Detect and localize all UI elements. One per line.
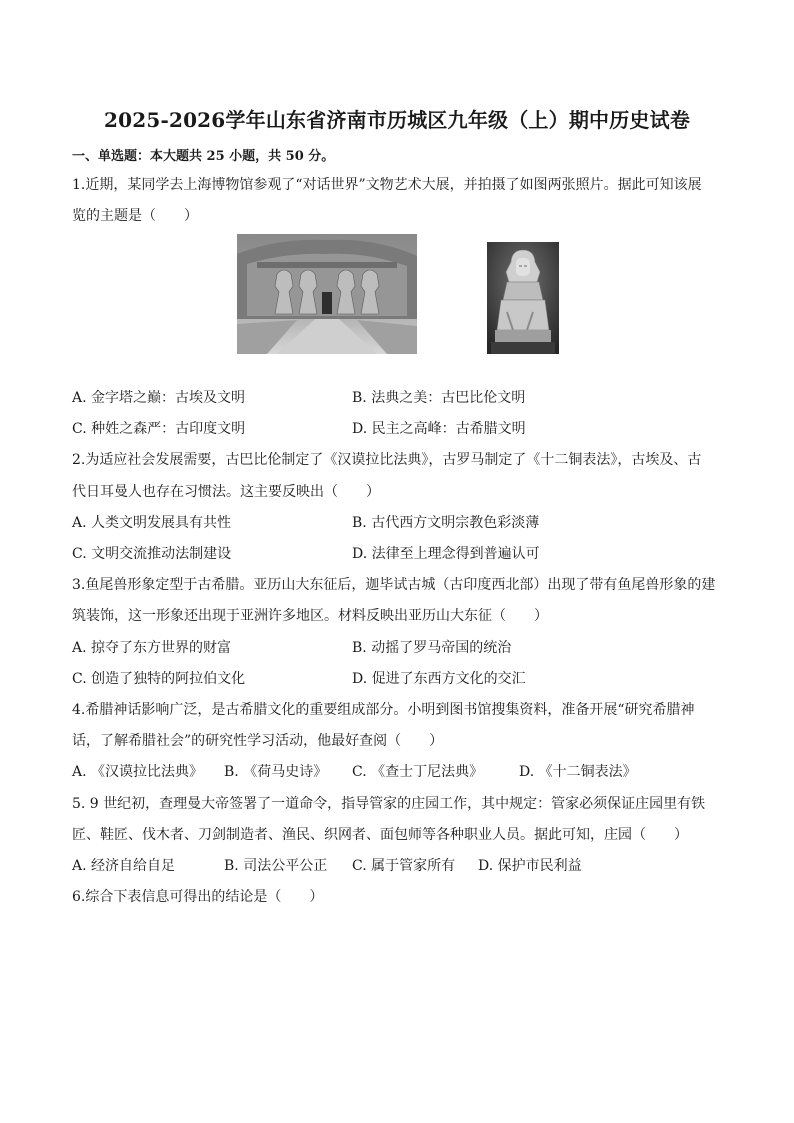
q2-option-b[interactable]: B. 古代西方文明宗教色彩淡薄 [352, 515, 540, 531]
q2-option-a[interactable]: A. 人类文明发展具有共性 [72, 515, 232, 531]
exam-title: 2025-2026学年山东省济南市历城区九年级（上）期中历史试卷 [103, 108, 691, 132]
q5-option-a[interactable]: A. 经济自给自足 [72, 858, 176, 874]
q4-stem-line1: 4.希腊神话影响广泛，是古希腊文化的重要组成部分。小明到图书馆搜集资料，准备开展“研究希腊神 [72, 702, 695, 718]
abu-simbel-temple-photo [237, 234, 417, 354]
q5-stem-line1: 5. 9 世纪初，查理曼大帝签署了一道命令，指导管家的庄园工作，其中规定：管家必须保证庄园里有铁 [72, 796, 706, 812]
q2-option-d[interactable]: D. 法律至上理念得到普遍认可 [352, 546, 540, 562]
q3-option-b[interactable]: B. 动摇了罗马帝国的统治 [352, 640, 512, 656]
sphinx-statue-photo [487, 242, 559, 354]
section-heading: 一、单选题：本大题共 25 小题，共 50 分。 [72, 149, 335, 164]
q5-option-c[interactable]: C. 属于管家所有 [352, 858, 456, 874]
q2-stem-line2: 代日耳曼人也存在习惯法。这主要反映出（ ） [72, 484, 380, 500]
q1-option-d[interactable]: D. 民主之高峰：古希腊文明 [352, 421, 526, 437]
q1-option-a[interactable]: A. 金字塔之巅：古埃及文明 [72, 390, 246, 406]
q3-stem-line1: 3.鱼尾兽形象定型于古希腊。亚历山大东征后，迦毕试古城（古印度西北部）出现了带有鱼尾兽形象的建 [72, 577, 716, 593]
q4-stem-line2: 话，了解希腊社会”的研究性学习活动，他最好查阅（ ） [72, 733, 444, 749]
q1-stem-line2: 览的主题是（ ） [72, 208, 198, 224]
q3-option-d[interactable]: D. 促进了东西方文化的交汇 [352, 671, 526, 687]
q2-option-c[interactable]: C. 文明交流推动法制建设 [72, 546, 232, 562]
q4-option-c[interactable]: C. 《查士丁尼法典》 [352, 764, 484, 780]
q5-stem-line2: 匠、鞋匠、伐木者、刀剑制造者、渔民、织网者、面包师等各种职业人员。据此可知，庄园（ ） [72, 827, 688, 843]
q6-stem-line1: 6.综合下表信息可得出的结论是（ ） [72, 889, 324, 905]
q4-option-b[interactable]: B. 《荷马史诗》 [224, 764, 328, 780]
q2-stem-line1: 2.为适应社会发展需要，古巴比伦制定了《汉谟拉比法典》，古罗马制定了《十二铜表法》，古埃及、古 [72, 452, 702, 468]
q1-option-c[interactable]: C. 种姓之森严：古印度文明 [72, 421, 246, 437]
q4-option-a[interactable]: A. 《汉谟拉比法典》 [72, 764, 204, 780]
q3-option-a[interactable]: A. 掠夺了东方世界的财富 [72, 640, 232, 656]
q3-option-c[interactable]: C. 创造了独特的阿拉伯文化 [72, 671, 246, 687]
q1-stem-line1: 1.近期，某同学去上海博物馆参观了“对话世界”文物艺术大展，并拍摄了如图两张照片。据此可知该展 [72, 177, 702, 193]
q5-option-b[interactable]: B. 司法公平公正 [224, 858, 328, 874]
q3-stem-line2: 筑装饰，这一形象还出现于亚洲许多地区。材料反映出亚历山大东征（ ） [72, 608, 548, 624]
q4-option-d[interactable]: D. 《十二铜表法》 [519, 764, 637, 780]
q5-option-d[interactable]: D. 保护市民利益 [478, 858, 582, 874]
q1-option-b[interactable]: B. 法典之美：古巴比伦文明 [352, 390, 526, 406]
